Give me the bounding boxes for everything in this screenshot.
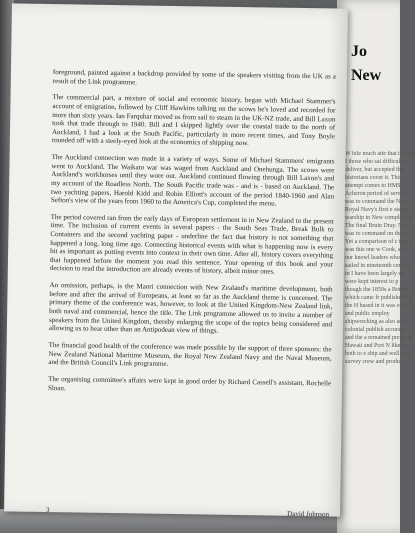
paragraph-7: The organising committee's affairs were kept in good order by Richard Cassell's assistant, Rochelle Sloan. [47, 374, 332, 392]
right-page-text: W hile much atte that to new I those who sai difficult to deliver, but accepted the historians cover it. This attempt comes to HMS Acheron period of service was to command the New Royal Navy's first e steam warship in New complete it. The final Bruin Dray. Nor was to command on the vo Yet a comparison of c that it was this one w Cook, and our knowl leaders who sailed in nineteenth century in I have been largely sp were kept interest to p though the 1850s a Botany which came fr published by the H based in it was on th and public employ shipwrecking as also as a colonial publish accurate and the a remained pretty as Hawaii and Port N likely both to e ship and well w a survey crew and produc [345, 151, 415, 365]
page-number: 3 [45, 505, 50, 515]
paragraph-2: The commercial part, a mixture of social and economic history, began with Michael Stammer's account of emigration, followed by Cliff Hawkins talking on the scows he's loved and recorded for more than sixty years. Ian Farquhar moved us from sail to steam in the UK-NZ trade, and Bill Laxon took that trade through to 1940. Bill and I skipped lightly over the coastal trade to the north of Auckland, I had a look at the South Pacific, particularly in more recent times, and Tony Boyle rounded off with a steely-eyed look at the economics of shipping now. [51, 93, 336, 148]
paragraph-1: foreground, painted against a backdrop provided by some of the speakers visiting from the UK as a result of the Link programme. [52, 68, 336, 86]
right-title-line-2: New [351, 67, 382, 84]
page-body [48, 68, 336, 405]
paragraph-5: An omission, perhaps, is the Maori connection with New Zealand's maritime development, both before and after the arrival of Europeans, at least so far as the Auckland theme is concerned. The primary theme of the conference was, however, to look at the United Kingdom-New Zealand link, both naval and commercial, hence the title. The Link programme allowed us to invite a number of speakers from the United Kingdom, thereby enlarging the scope of the topics being considered and allowing us to hear other than an Antipodean view of things. [48, 281, 333, 335]
paragraph-4: The period covered ran from the early days of European settlement in in New Zealand to the present time. The inclusion of current events in several papers - the South Seas Trade, Break Bulk to Containers and the second yachting paper - underline the fact that history is not something that happened a long, long time ago. Connecting historical events with what is happening now is every bit as important as putting events into context in their own time. After all, history covers everything that happened before the moment you read this sentence. Your opening of this book and your decision to read the introduction are already events of history, albeit minor ones. [49, 212, 334, 276]
paragraph-6: The financial good health of the conference was made possible by the support of three sponsors: the New Zealand National Maritime Museum, the Royal New Zealand Navy and the Naval Museum, and the British Council's Link programme. [48, 340, 332, 369]
left-book-page [4, 3, 348, 519]
right-title-line-1: Jo [351, 43, 367, 60]
paragraph-3: The Auckland connection was made in a variety of ways. Some of Michael Stammers' emigrants went to Auckland. The Waikato war was waged from Auckland and Onehunga. The scows were Auckland's workhorses until they wore out. Auckland continued flowing through Bill Laxon's and my account of the Roadless North. The South Pacific trade was - and is - based on Auckland. The two yachting papers, Harold Kidd and Robin Elliott's account of the period 1840-1960 and Alan Sefton's view of the years from 1960 to the America's Cup, completed the menu. [50, 153, 335, 208]
right-page-title [351, 40, 381, 88]
author-signature: David Johnson [287, 509, 330, 519]
